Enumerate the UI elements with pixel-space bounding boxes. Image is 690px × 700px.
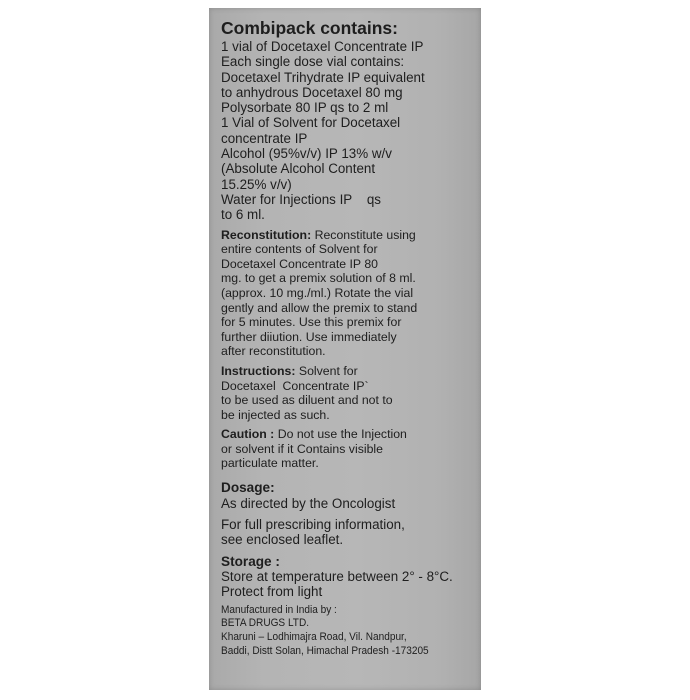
instructions-line: be injected as such. <box>221 407 330 422</box>
caution-heading: Caution : <box>221 427 275 442</box>
instructions-line: to be used as diluent and not to <box>221 393 393 408</box>
manufacturer-info <box>221 604 477 658</box>
instructions-section <box>221 364 477 422</box>
instructions-line: Docetaxel Concentrate IP` <box>221 378 369 393</box>
combipack-contents <box>221 39 477 223</box>
storage-line: Store at temperature between 2° - 8°C. <box>221 569 453 585</box>
caution-line: Do not use the Injection <box>274 427 407 442</box>
combipack-line: 1 Vial of Solvent for Docetaxel <box>221 115 401 131</box>
reconstitution-line: (approx. 10 mg./ml.) Rotate the vial <box>221 285 414 300</box>
combipack-line: concentrate IP <box>221 130 308 146</box>
dosage-text: As directed by the Oncologist <box>221 495 396 511</box>
combipack-line: to anhydrous Docetaxel 80 mg <box>221 84 403 100</box>
manufacturer-address: Baddi, Distt Solan, Himachal Pradesh -173205 <box>221 644 429 657</box>
combipack-line: Each single dose vial contains: <box>221 54 405 70</box>
reconstitution-line: entire contents of Solvent for <box>221 242 378 257</box>
reconstitution-line: after reconstitution. <box>221 344 326 359</box>
caution-section <box>221 427 477 471</box>
carton-side-panel <box>209 8 481 690</box>
prescribing-line: For full prescribing information, <box>221 516 405 532</box>
prescribing-info <box>221 517 477 548</box>
manufacturer-line: Manufactured in India by : <box>221 603 337 616</box>
combipack-line: Water for Injections IP qs <box>221 191 382 207</box>
combipack-title: Combipack contains: <box>221 18 398 38</box>
prescribing-line: see enclosed leaflet. <box>221 532 344 548</box>
reconstitution-line: further diiution. Use immediately <box>221 329 397 344</box>
caution-line: or solvent if it Contains visible <box>221 441 383 456</box>
dosage-section <box>221 480 477 511</box>
combipack-line: to 6 ml. <box>221 207 265 223</box>
dosage-heading: Dosage: <box>221 480 275 496</box>
combipack-line: Polysorbate 80 IP qs to 2 ml <box>221 100 389 116</box>
reconstitution-line: mg. to get a premix solution of 8 ml. <box>221 271 416 286</box>
reconstitution-line: Reconstitute using <box>311 227 416 242</box>
reconstitution-line: Docetaxel Concentrate IP 80 <box>221 256 378 271</box>
reconstitution-heading: Reconstitution: <box>221 227 312 242</box>
combipack-line: Docetaxel Trihydrate IP equivalent <box>221 69 425 85</box>
manufacturer-name: BETA DRUGS LTD. <box>221 617 310 630</box>
reconstitution-section <box>221 228 477 359</box>
label-content <box>221 18 477 658</box>
caution-line: particulate matter. <box>221 456 319 471</box>
manufacturer-address: Kharuni – Lodhimajra Road, Vil. Nandpur, <box>221 630 407 643</box>
reconstitution-line: for 5 minutes. Use this premix for <box>221 315 402 330</box>
instructions-line: Solvent for <box>295 363 358 378</box>
combipack-line: (Absolute Alcohol Content <box>221 161 376 177</box>
storage-heading: Storage : <box>221 553 280 569</box>
combipack-line: 1 vial of Docetaxel Concentrate IP <box>221 39 424 54</box>
reconstitution-line: gently and allow the premix to stand <box>221 300 418 315</box>
storage-line: Protect from light <box>221 584 323 600</box>
combipack-line: 15.25% v/v) <box>221 176 292 192</box>
combipack-line: Alcohol (95%v/v) IP 13% w/v <box>221 146 392 162</box>
instructions-heading: Instructions: <box>221 363 296 378</box>
storage-section <box>221 554 477 600</box>
